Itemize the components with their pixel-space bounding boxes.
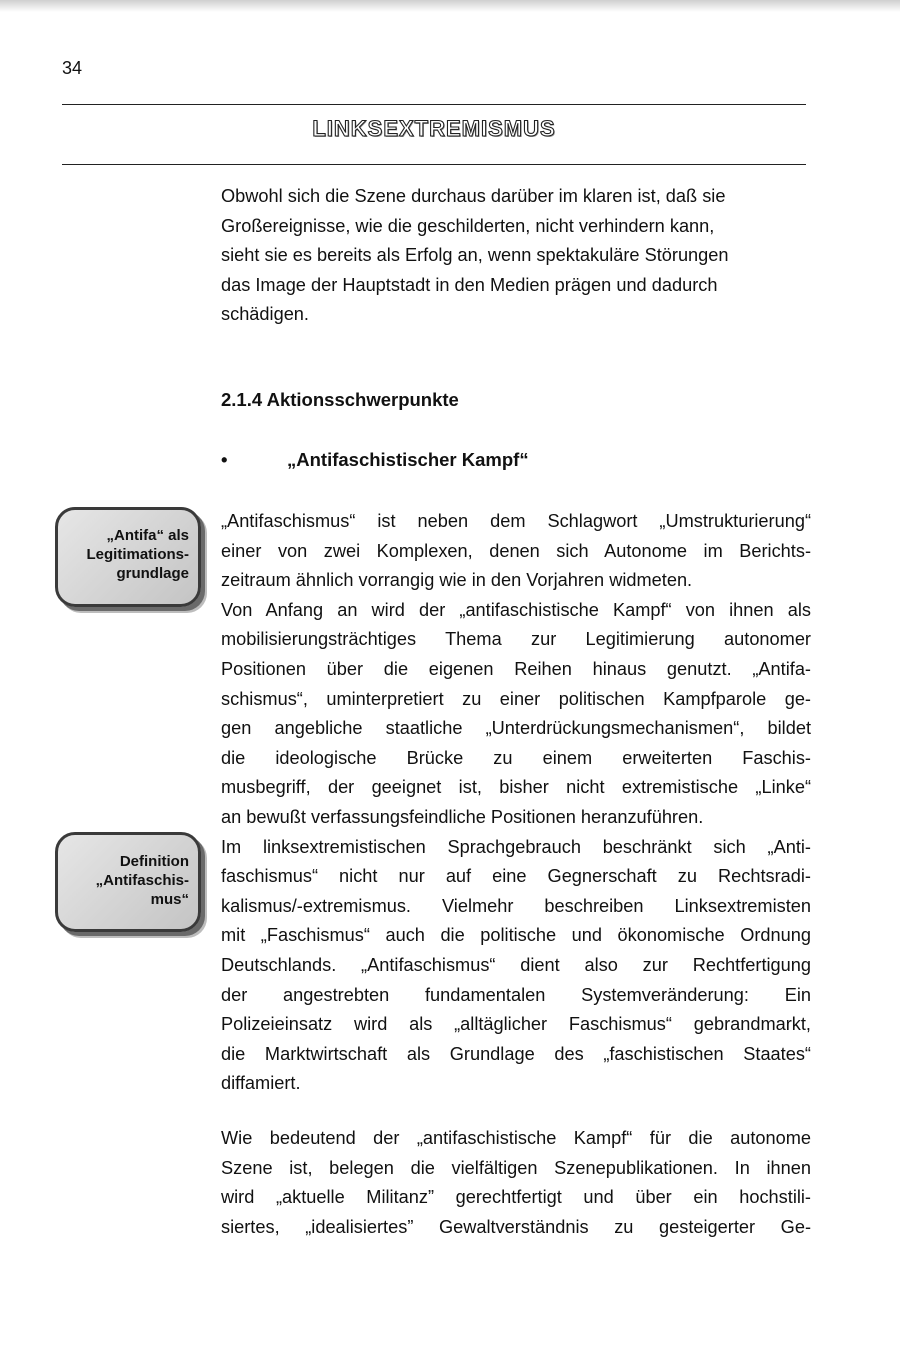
text-line: die ideologische Brücke zu einem erweiterten Faschis-: [221, 747, 811, 768]
header-rule-top: [62, 104, 806, 105]
paragraph-2: [221, 507, 811, 1099]
margin-note-antifa-legitimation: [55, 507, 201, 607]
text-line: das Image der Hauptstadt in den Medien prägen und dadurch: [221, 274, 718, 295]
text-line: gen angebliche staatliche „Unterdrückungsmechanismen“, bildet: [221, 718, 811, 739]
bullet-icon: •: [221, 449, 228, 470]
text-line: siertes, „idealisiertes” Gewaltverständnis zu gesteigerter Ge-: [221, 1216, 811, 1237]
text-line: zeitraum ähnlich vorrangig wie in den Vorjahren widmeten.: [221, 570, 693, 591]
text-line: musbegriff, der geeignet ist, bisher nicht extremistische „Linke“: [221, 777, 811, 798]
margin-note-line: Definition: [119, 853, 189, 870]
text-line: kalismus/-extremismus. Vielmehr beschreiben Linksextremisten: [221, 895, 811, 916]
text-line: faschismus“ nicht nur auf eine Gegnerschaft zu Rechtsradi-: [221, 866, 811, 887]
paragraph-1: [221, 182, 811, 330]
text-line: Obwohl sich die Szene durchaus darüber im klaren ist, daß sie: [221, 186, 726, 206]
bullet-heading: [221, 449, 529, 471]
margin-note-line: Legitimations-: [86, 546, 189, 563]
text-line: Deutschlands. „Antifaschismus“ dient also zur Rechtfertigung: [221, 954, 811, 975]
text-line: diffamiert.: [221, 1073, 301, 1094]
text-line: Wie bedeutend der „antifaschistische Kampf“ für die autonome: [221, 1128, 811, 1148]
text-line: Von Anfang an wird der „antifaschistische Kampf“ von ihnen als: [221, 599, 811, 620]
text-line: Positionen über die eigenen Reihen hinaus genutzt. „Antifa-: [221, 658, 811, 679]
section-heading: 2.1.4 Aktionsschwerpunkte: [221, 389, 459, 410]
paragraph-3: [221, 1124, 811, 1242]
text-line: die Marktwirtschaft als Grundlage des „faschistischen Staates“: [221, 1043, 811, 1064]
subheading: „Antifaschistischer Kampf“: [287, 449, 529, 470]
text-line: schädigen.: [221, 304, 309, 325]
margin-note-line: „Antifaschis-: [95, 872, 189, 889]
text-line: Polizeieinsatz wird als „alltäglicher Faschismus“ gebrandmarkt,: [221, 1014, 811, 1035]
text-line: sieht sie es bereits als Erfolg an, wenn spektakuläre Störungen: [221, 245, 729, 266]
header-rule-bottom: [62, 164, 806, 165]
text-line: mit „Faschismus“ auch die politische und ökonomische Ordnung: [221, 925, 811, 946]
running-head: LINKSEXTREMISMUS: [312, 116, 556, 141]
text-line: Im linksextremistischen Sprachgebrauch beschränkt sich „Anti-: [221, 836, 811, 857]
margin-note-line: „Antifa“ als: [106, 527, 189, 544]
text-line: einer von zwei Komplexen, denen sich Autonome im Berichts-: [221, 540, 811, 561]
text-line: wird „aktuelle Militanz” gerechtfertigt und über ein hochstili-: [221, 1187, 811, 1208]
margin-note-line: mus“: [150, 891, 189, 908]
text-line: „Antifaschismus“ ist neben dem Schlagwort „Umstrukturierung“: [221, 511, 811, 531]
text-line: Szene ist, belegen die vielfältigen Szenepublikationen. In ihnen: [221, 1157, 811, 1178]
text-line: Großereignisse, wie die geschilderten, nicht verhindern kann,: [221, 215, 715, 236]
margin-note-definition: [55, 832, 201, 932]
page-number: 34: [62, 58, 83, 78]
text-line: der angestrebten fundamentalen Systemveränderung: Ein: [221, 984, 811, 1005]
margin-note-line: grundlage: [116, 565, 189, 582]
text-line: an bewußt verfassungsfeindliche Positionen heranzuführen.: [221, 806, 704, 827]
text-line: mobilisierungsträchtiges Thema zur Legitimierung autonomer: [221, 629, 811, 650]
scan-edge-shadow: [0, 0, 900, 12]
text-line: schismus“, uminterpretiert zu einer politischen Kampfparole ge-: [221, 688, 811, 709]
